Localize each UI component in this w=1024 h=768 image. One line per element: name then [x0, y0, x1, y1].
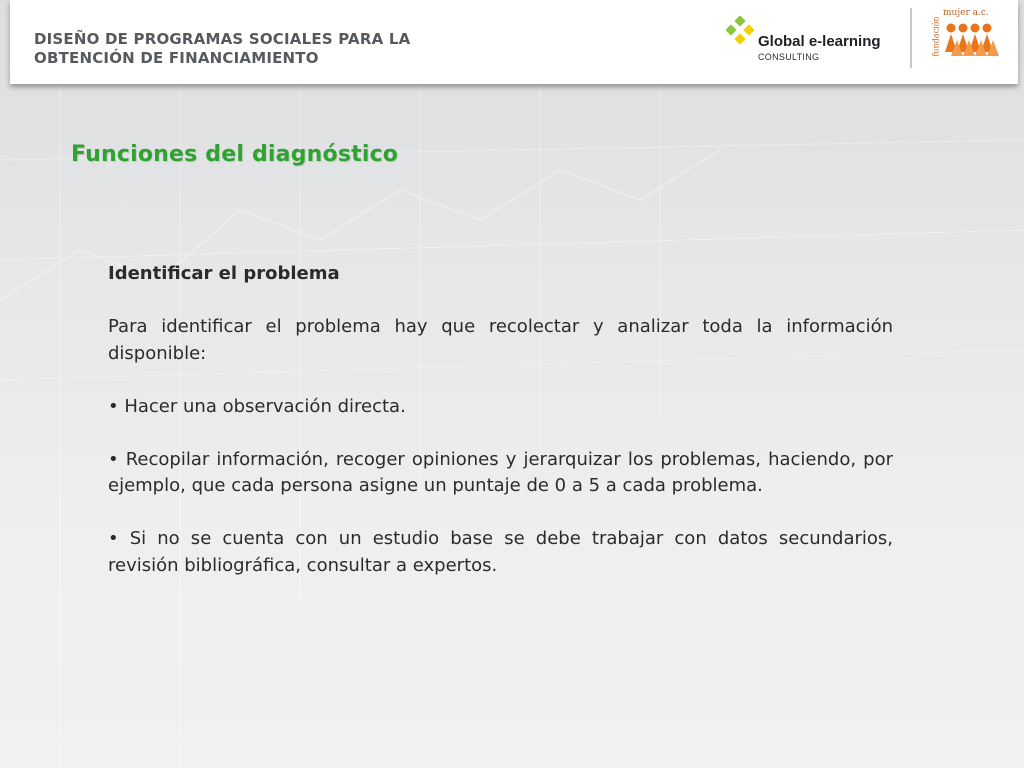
- content-subheading: Identificar el problema: [108, 263, 340, 284]
- header-title-line-1: DISEÑO DE PROGRAMAS SOCIALES PARA LA: [34, 30, 411, 48]
- global-logo-name: Global e-learning: [758, 33, 881, 50]
- fundacion-mujer-logo: [932, 6, 1002, 62]
- slide-header: [10, 0, 1018, 84]
- slide-content: [108, 261, 893, 579]
- puzzle-cross-logo-icon: [726, 16, 754, 44]
- bullet-item-3: • Si no se cuenta con un estudio base se debe trabajar con datos secundarios, revisión bibliográfica, consultar a expertos.: [108, 528, 893, 576]
- bullet-item-1: • Hacer una observación directa.: [108, 395, 406, 417]
- global-elearning-logo: [726, 16, 906, 66]
- fundacion-top-text: mujer a.c.: [943, 8, 989, 18]
- fundacion-vertical-text: fundación: [931, 15, 941, 57]
- slide-title: Funciones del diagnóstico: [71, 142, 399, 167]
- global-logo-subtitle: CONSULTING: [758, 52, 820, 62]
- logo-divider: [910, 8, 912, 68]
- header-title-line-2: OBTENCIÓN DE FINANCIAMIENTO: [34, 49, 319, 67]
- header-title: [34, 30, 410, 68]
- people-figures-logo-icon: [944, 22, 1000, 60]
- content-intro: Para identificar el problema hay que recolectar y analizar toda la información disponible:: [108, 316, 893, 364]
- bullet-item-2: • Recopilar información, recoger opiniones y jerarquizar los problemas, haciendo, por ejemplo, que cada persona asigne un puntaje de 0 a 5 a cada problema.: [108, 448, 893, 496]
